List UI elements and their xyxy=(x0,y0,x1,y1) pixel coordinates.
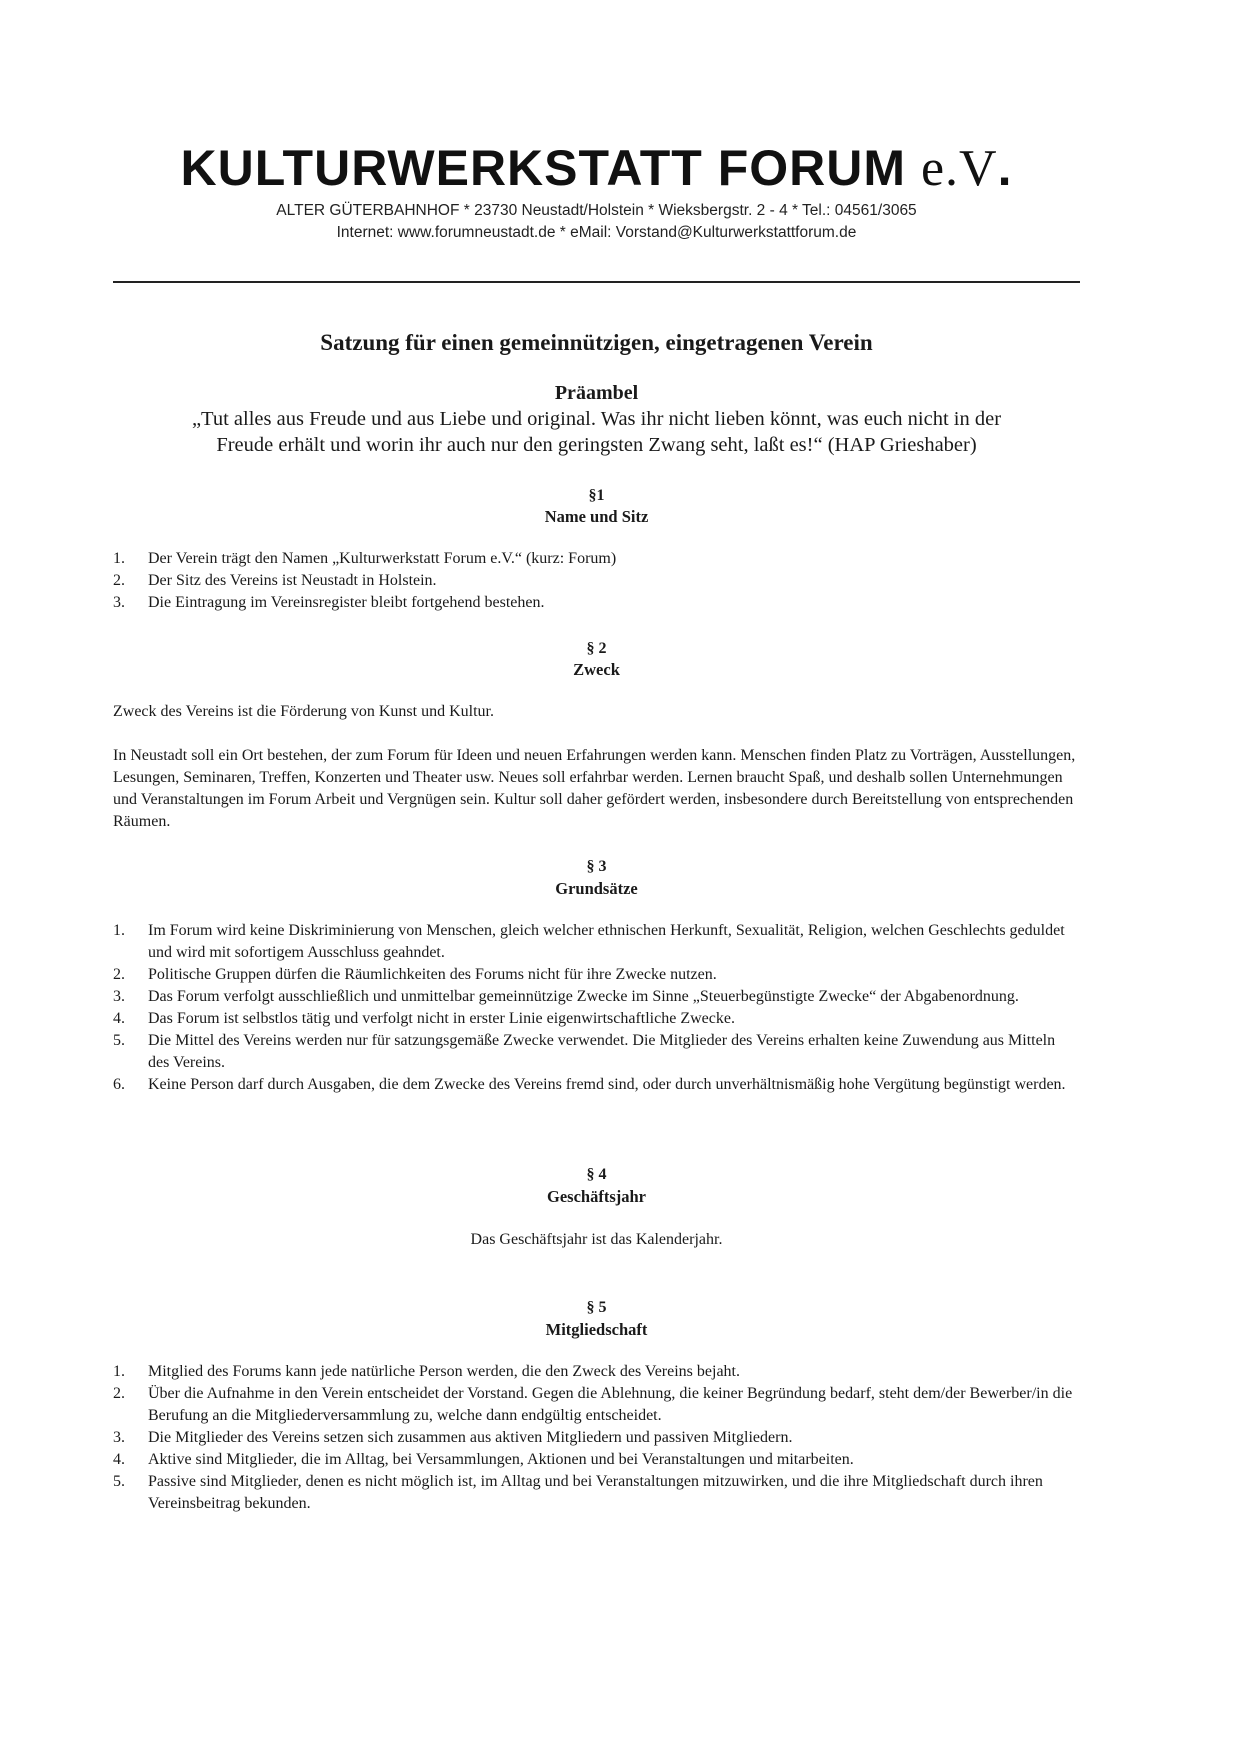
list-item-number: 4. xyxy=(113,1010,125,1027)
list-item xyxy=(113,592,1080,614)
list-item xyxy=(113,570,1080,592)
list-item xyxy=(113,1074,1080,1096)
list-item xyxy=(113,1361,1080,1383)
organization-suffix: e.V xyxy=(920,140,998,197)
list-item-text: Aktive sind Mitglieder, die im Alltag, bei Versammlungen, Aktionen und bei Veranstaltungen und mitarbeiten. xyxy=(148,1451,854,1468)
section-1-title: Name und Sitz xyxy=(544,507,649,526)
preamble-heading: Präambel xyxy=(554,382,639,404)
section-4-title: Geschäftsjahr xyxy=(547,1187,646,1206)
address-line-1: ALTER GÜTERBAHNHOF * 23730 Neustadt/Holstein * Wieksbergstr. 2 - 4 * Tel.: 04561/3065 xyxy=(276,202,917,219)
list-item xyxy=(113,1383,1080,1427)
list-item-text: Politische Gruppen dürfen die Räumlichkeiten des Forums nicht für ihre Zwecke nutzen. xyxy=(148,966,717,983)
letterhead xyxy=(113,138,1080,243)
section-4-text: Das Geschäftsjahr ist das Kalenderjahr. xyxy=(470,1231,723,1248)
preamble-quote xyxy=(113,406,1080,458)
list-item-text: Die Eintragung im Vereinsregister bleibt fortgehend bestehen. xyxy=(148,594,545,611)
list-item xyxy=(113,964,1080,986)
section-2-title: Zweck xyxy=(573,660,620,679)
section-1-number: §1 xyxy=(588,487,605,504)
list-item-number: 1. xyxy=(113,1363,125,1380)
list-item-text: Keine Person darf durch Ausgaben, die dem Zwecke des Vereins fremd sind, oder durch unverhältnismäßig hohe Vergütung begünstigt werden. xyxy=(148,1076,1066,1093)
letterhead-divider xyxy=(113,281,1080,283)
section-2-paragraph-1: Zweck des Vereins ist die Förderung von Kunst und Kultur. xyxy=(113,703,494,720)
list-item-text: Die Mittel des Vereins werden nur für satzungsgemäße Zwecke verwendet. Die Mitglieder des Vereins erhalten keine Zuwendung aus Mitteln des Vereins. xyxy=(148,1032,1056,1071)
section-4-number: § 4 xyxy=(586,1166,607,1183)
section-1-list xyxy=(113,548,1080,614)
preamble-quote-line-1: „Tut alles aus Freude und aus Liebe und original. Was ihr nicht lieben könnt, was euch nicht in der xyxy=(191,408,1002,430)
list-item-number: 5. xyxy=(113,1473,125,1490)
list-item-number: 4. xyxy=(113,1451,125,1468)
list-item xyxy=(113,1449,1080,1471)
list-item-text: Das Forum verfolgt ausschließlich und unmittelbar gemeinnützige Zwecke im Sinne „Steuerbegünstigte Zwecke“ der Abgabenordnung. xyxy=(148,988,1019,1005)
list-item-number: 2. xyxy=(113,1385,125,1402)
list-item-text: Mitglied des Forums kann jede natürliche Person werden, die den Zweck des Vereins bejaht. xyxy=(148,1363,740,1380)
organization-name xyxy=(113,138,1080,199)
list-item xyxy=(113,548,1080,570)
list-item xyxy=(113,986,1080,1008)
list-item-number: 1. xyxy=(113,550,125,567)
section-2-number: § 2 xyxy=(586,640,607,657)
list-item xyxy=(113,920,1080,964)
list-item-number: 2. xyxy=(113,572,125,589)
document-title: Satzung für einen gemeinnützigen, eingetragenen Verein xyxy=(320,330,873,355)
section-5-number: § 5 xyxy=(586,1299,607,1316)
list-item-text: Passive sind Mitglieder, denen es nicht möglich ist, im Alltag und bei Veranstaltungen mitzuwirken, und die ihre Mitgliedschaft durch ihren Vereinsbeitrag bekunden. xyxy=(148,1473,1043,1512)
section-3-number: § 3 xyxy=(586,858,607,875)
list-item-text: Das Forum ist selbstlos tätig und verfolgt nicht in erster Linie eigenwirtschaftliche Zwecke. xyxy=(148,1010,735,1027)
list-item xyxy=(113,1427,1080,1449)
list-item xyxy=(113,1030,1080,1074)
section-2-paragraph-2: In Neustadt soll ein Ort bestehen, der zum Forum für Ideen und neuen Erfahrungen werden kann. Menschen finden Platz zu Vorträgen, Ausstellungen, Lesungen, Seminaren, Treffen, Konzerten und Theater usw. Neues soll erfahrbar werden. Lernen braucht Spaß, und deshalb sollen Unternehmungen und Veranstaltungen im Forum Arbeit und Vergnügen sein. Kultur soll daher gefördert werden, insbesondere durch Bereitstellung von entsprechenden Räumen. xyxy=(113,747,1076,830)
section-3-list xyxy=(113,920,1080,1096)
list-item-number: 2. xyxy=(113,966,125,983)
preamble-quote-line-2: Freude erhält und worin ihr auch nur den geringsten Zwang seht, laßt es!“ (HAP Grieshaber) xyxy=(216,434,977,456)
list-item-text: Der Sitz des Vereins ist Neustadt in Holstein. xyxy=(148,572,437,589)
list-item-text: Die Mitglieder des Vereins setzen sich zusammen aus aktiven Mitgliedern und passiven Mitgliedern. xyxy=(148,1429,793,1446)
list-item-number: 3. xyxy=(113,594,125,611)
organization-suffix-dot: . xyxy=(997,140,1013,196)
section-5-list xyxy=(113,1361,1080,1515)
list-item xyxy=(113,1471,1080,1515)
section-3-title: Grundsätze xyxy=(555,879,638,898)
list-item xyxy=(113,1008,1080,1030)
list-item-number: 6. xyxy=(113,1076,125,1093)
address-line-2: Internet: www.forumneustadt.de * eMail: Vorstand@Kulturwerkstattforum.de xyxy=(336,224,857,241)
organization-name-text: KULTURWERKSTATT FORUM xyxy=(180,140,907,196)
list-item-number: 3. xyxy=(113,988,125,1005)
section-5-title: Mitgliedschaft xyxy=(545,1320,648,1339)
list-item-text: Über die Aufnahme in den Verein entscheidet der Vorstand. Gegen die Ablehnung, die keiner Begründung bedarf, steht dem/der Bewerber/in die Berufung an die Mitgliederversammlung zu, welche dann endgültig entscheidet. xyxy=(148,1385,1073,1424)
list-item-number: 1. xyxy=(113,922,125,939)
list-item-text: Der Verein trägt den Namen „Kulturwerkstatt Forum e.V.“ (kurz: Forum) xyxy=(148,550,617,567)
list-item-text: Im Forum wird keine Diskriminierung von Menschen, gleich welcher ethnischen Herkunft, Sexualität, Religion, welchen Geschlechts geduldet und wird mit sofortigem Ausschluss geahndet. xyxy=(148,922,1065,961)
list-item-number: 5. xyxy=(113,1032,125,1049)
list-item-number: 3. xyxy=(113,1429,125,1446)
